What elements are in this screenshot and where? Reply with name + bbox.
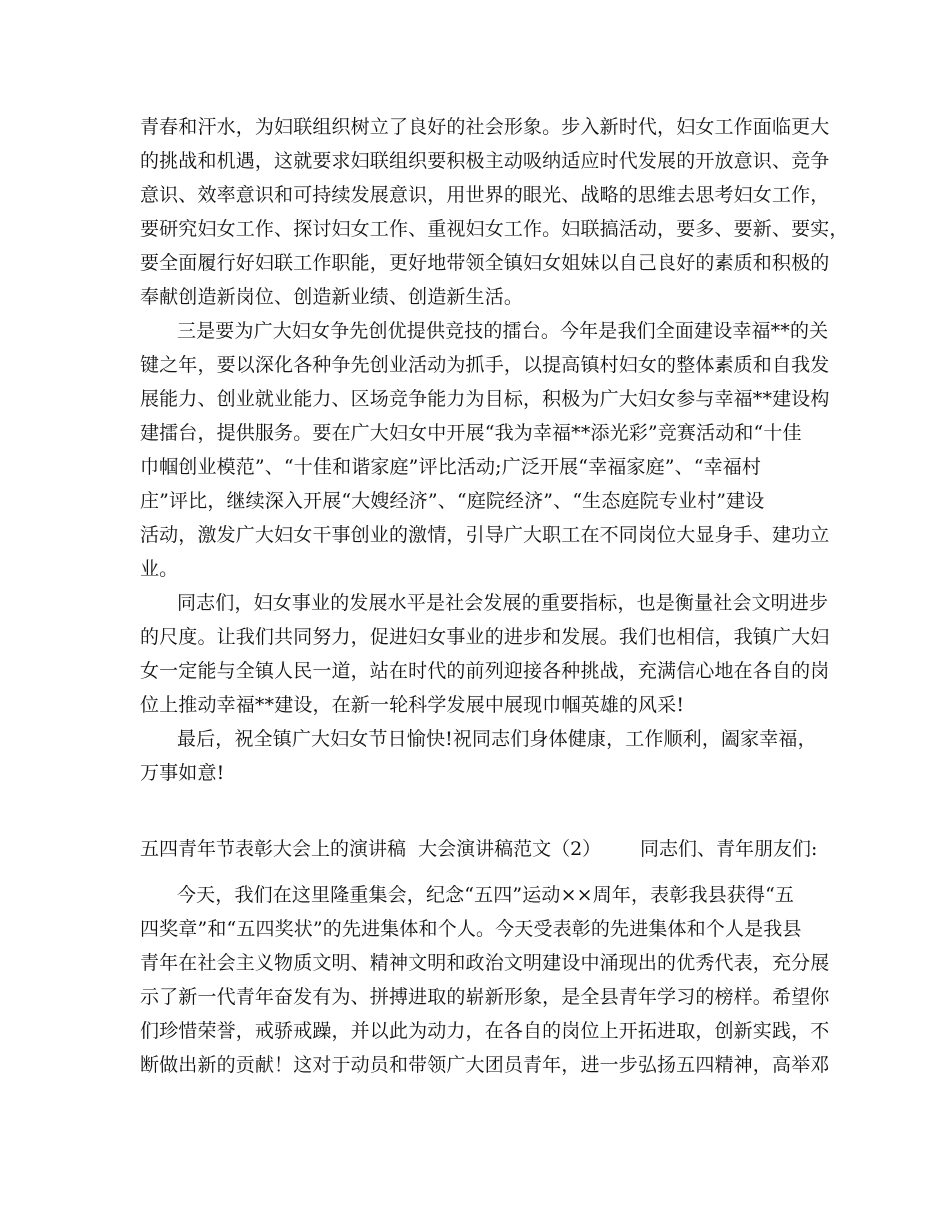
text-line: 巾帼创业模范”、“十佳和谐家庭”评比活动;广泛开展“幸福家庭”、“幸福村 bbox=[140, 456, 762, 478]
text-line: 们珍惜荣誉，戒骄戒躁，并以此为动力，在各自的岗位上开拓进取，创新实践，不 bbox=[140, 1020, 830, 1042]
text-line: 奉献创造新岗位、创造新业绩、创造新生活。 bbox=[140, 286, 524, 308]
text-line: 青春和汗水，为妇联组织树立了良好的社会形象。步入新时代，妇女工作面临更大 bbox=[140, 116, 830, 138]
text-line: 青年在社会主义物质文明、精神文明和政治文明建设中涌现出的优秀代表，充分展 bbox=[140, 952, 830, 974]
text-line: 活动，激发广大妇女干事创业的激情，引导广大职工在不同岗位大显身手、建功立 bbox=[140, 524, 830, 546]
text-line: 键之年，要以深化各种争先创业活动为抓手，以提高镇村妇女的整体素质和自我发 bbox=[140, 354, 830, 376]
text-line: 万事如意! bbox=[140, 762, 225, 784]
text-line: 断做出新的贡献！这对于动员和带领广大团员青年，进一步弘扬五四精神，高举邓 bbox=[140, 1054, 830, 1076]
text-line: 三是要为广大妇女争先创优提供竞技的擂台。今年是我们全面建设幸福**的关 bbox=[177, 320, 829, 342]
text-line: 要研究妇女工作、探讨妇女工作、重视妇女工作。妇联搞活动，要多、要新、要实， bbox=[140, 218, 849, 240]
text-line: 女一定能与全镇人民一道，站在时代的前列迎接各种挑战，充满信心地在各自的岗 bbox=[140, 660, 830, 682]
text-line: 同志们，妇女事业的发展水平是社会发展的重要指标，也是衡量社会文明进步 bbox=[177, 592, 829, 614]
text-line: 今天，我们在这里隆重集会，纪念“五四”运动××周年，表彰我县获得“五 bbox=[177, 884, 795, 906]
text-line: 位上推动幸福**建设，在新一轮科学发展中展现巾帼英雄的风采! bbox=[140, 694, 685, 716]
text-line: 庄”评比，继续深入开展“大嫂经济”、“庭院经济”、“生态庭院专业村”建设 bbox=[140, 490, 765, 512]
salutation: 同志们、青年朋友们: bbox=[640, 838, 818, 860]
text-line: 展能力、创业就业能力、区场竞争能力为目标，积极为广大妇女参与幸福**建设构 bbox=[140, 388, 830, 410]
text-line: 业。 bbox=[140, 558, 179, 580]
text-line: 意识、效率意识和可持续发展意识，用世界的眼光、战略的思维去思考妇女工作， bbox=[140, 184, 830, 206]
text-line: 的尺度。让我们共同努力，促进妇女事业的进步和发展。我们也相信，我镇广大妇 bbox=[140, 626, 830, 648]
text-line: 建擂台，提供服务。要在广大妇女中开展“我为幸福**添光彩”竞赛活动和“十佳 bbox=[140, 422, 802, 444]
text-line: 最后，祝全镇广大妇女节日愉快!祝同志们身体健康，工作顺利，阖家幸福， bbox=[177, 728, 817, 750]
text-line: 示了新一代青年奋发有为、拼搏进取的崭新形象，是全县青年学习的榜样。希望你 bbox=[140, 986, 830, 1008]
text-line: 的挑战和机遇，这就要求妇联组织要积极主动吸纳适应时代发展的开放意识、竞争 bbox=[140, 150, 830, 172]
text-line: 要全面履行好妇联工作职能，更好地带领全镇妇女姐妹以自己良好的素质和积极的 bbox=[140, 252, 830, 274]
text-line: 四奖章”和“五四奖状”的先进集体和个人。今天受表彰的先进集体和个人是我县 bbox=[140, 918, 802, 940]
section-heading: 五四青年节表彰大会上的演讲稿 大会演讲稿范文（2） bbox=[140, 838, 602, 860]
